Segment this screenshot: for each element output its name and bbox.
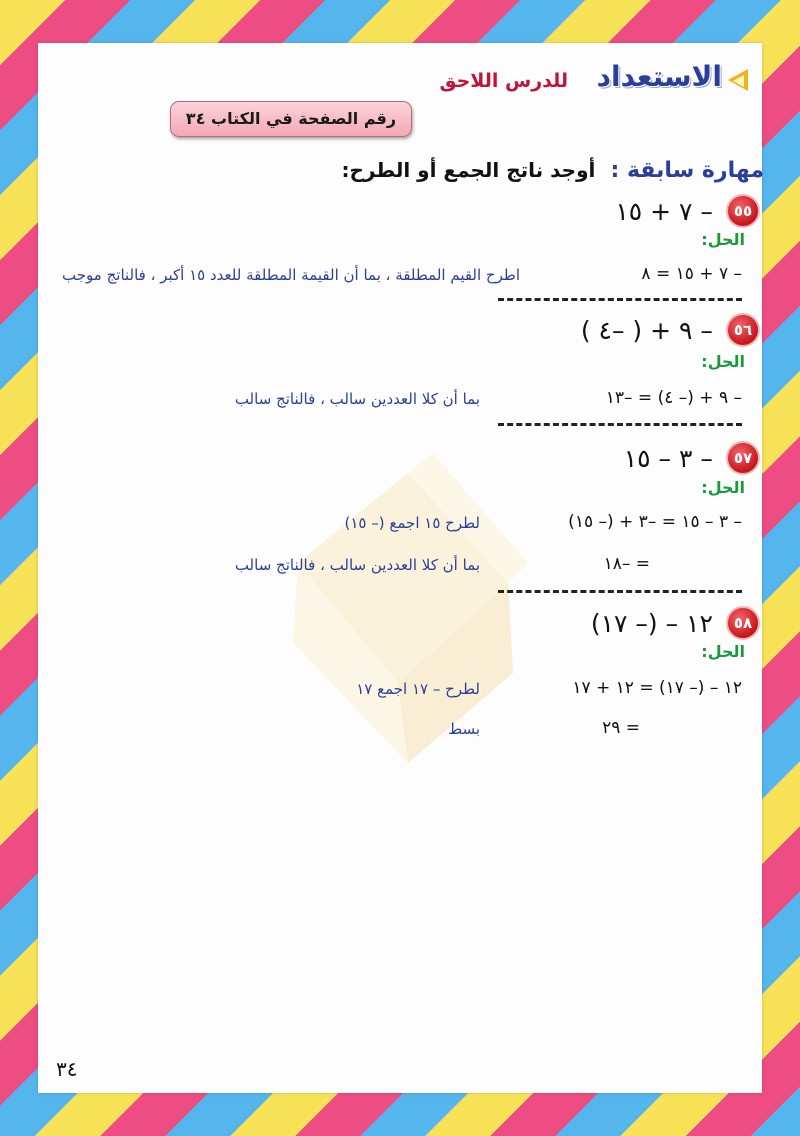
solution-label: الحل: [701,642,745,661]
problem-number-badge: ٥٥ [726,194,760,228]
solution-equation: – ٣ – ١٥ = –٣ + (– ١٥) [568,512,742,532]
solution-note: لطرح – ١٧ اجمع ١٧ [356,680,480,698]
solution-equation: ١٢ – (– ١٧) = ١٢ + ١٧ [572,678,742,698]
solution-equation: – ٩ + (– ٤) = –١٣ [605,388,742,408]
section-header [188,60,748,100]
problem-57 [624,441,760,473]
solution-note: بما أن كلا العددين سالب ، فالناتج سالب [234,556,480,574]
solution-note: بما أن كلا العددين سالب ، فالناتج سالب [234,390,480,408]
problem-number-badge: ٥٦ [726,313,760,347]
solution-note: اطرح القيم المطلقة ، بما أن القيمة المطلقة للعدد ١٥ أكبر ، فالناتج موجب [62,266,520,284]
solution-label: الحل: [701,352,745,371]
dashed-divider [498,298,742,301]
dashed-divider [498,423,742,426]
skill-row [342,158,765,183]
solution-label: الحل: [701,230,745,249]
solution-note: بسط [448,720,480,738]
problem-number-badge: ٥٧ [726,441,760,475]
solution-equation: – ٧ + ١٥ = ٨ [641,264,742,284]
problem-expression: – ٣ – ١٥ [623,443,713,473]
skill-label: مهارة سابقة : [610,158,764,183]
solution-equation: = ٢٩ [602,718,640,738]
problem-55 [615,194,760,226]
problem-number-badge: ٥٨ [726,606,760,640]
header-title: الاستعداد [596,60,722,93]
problem-expression: ١٢ – (– ١٧) [590,608,713,638]
skill-instruction: أوجد ناتج الجمع أو الطرح: [341,158,596,182]
problem-expression: – ٩ + ( –٤ ) [580,315,713,345]
book-watermark-icon [258,413,548,773]
book-page-reference: رقم الصفحة في الكتاب ٣٤ [170,101,412,137]
header-subtitle: للدرس اللاحق [439,70,568,92]
arrow-inner-icon [733,75,744,87]
solution-equation: = –١٨ [603,554,650,574]
solution-note: لطرح ١٥ اجمع (– ١٥) [344,514,480,532]
problem-56 [581,313,760,345]
dashed-divider [498,590,742,593]
problem-58 [591,606,760,638]
problem-expression: – ٧ + ١٥ [615,196,713,226]
page-number: ٣٤ [56,1057,78,1081]
solution-label: الحل: [701,478,745,497]
